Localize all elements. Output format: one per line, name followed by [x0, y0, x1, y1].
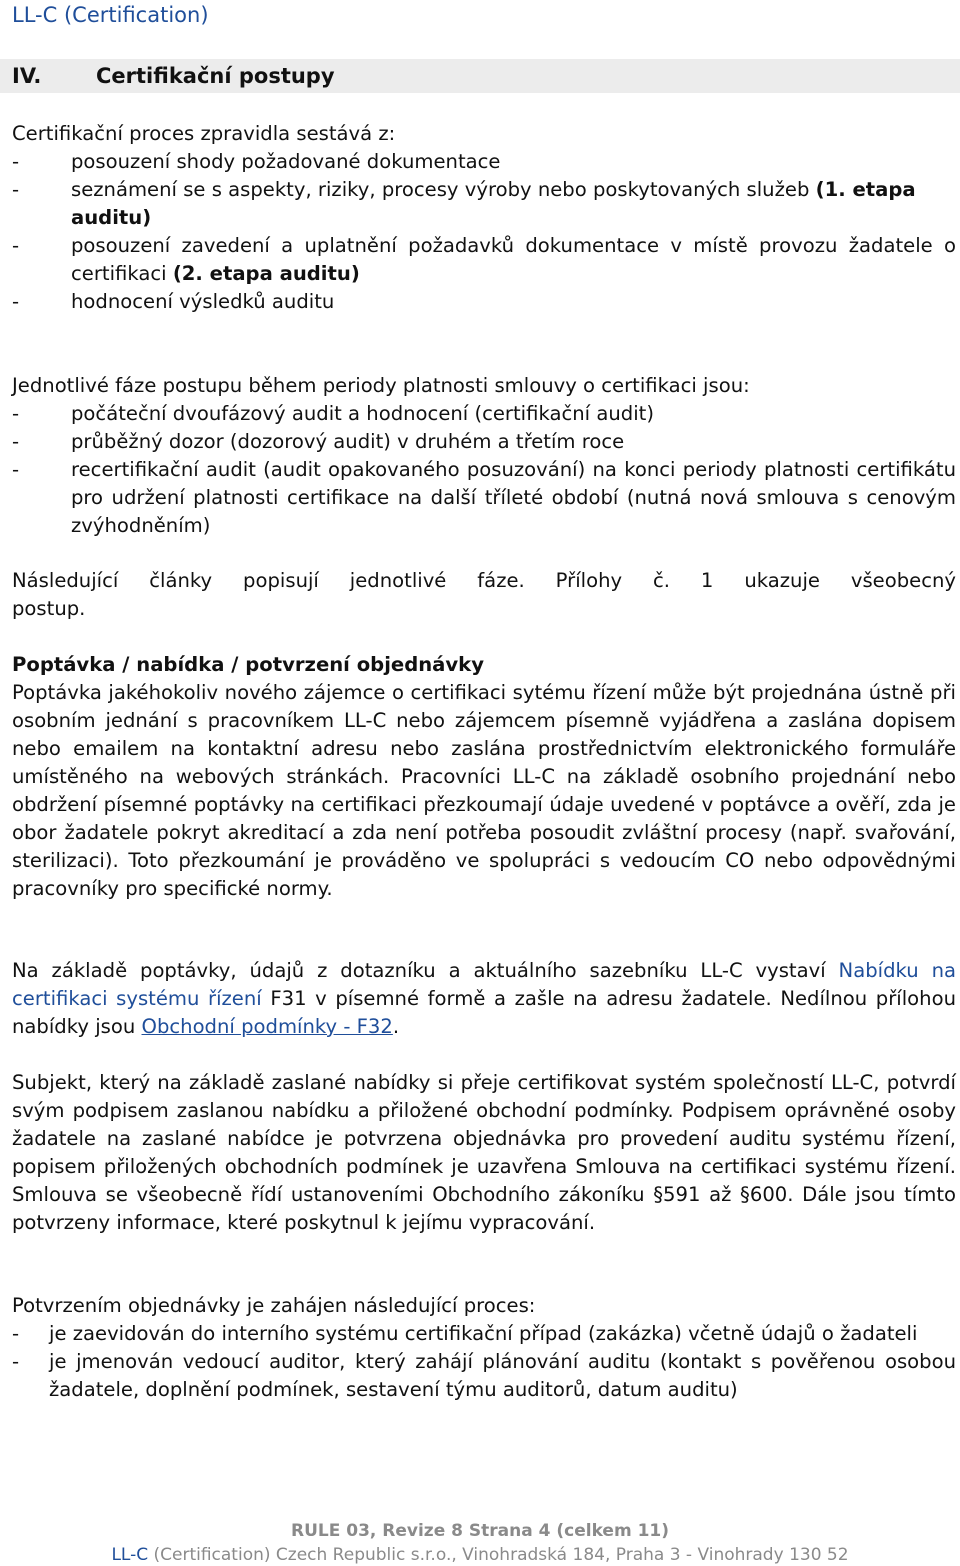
offer-text-a: Na základě poptávky, údajů z dotazníku a aktuálního sazebníku LL-C vystaví — [12, 959, 826, 982]
process-block — [12, 1292, 956, 1404]
list-item — [12, 400, 956, 428]
following-line-2: postup. — [12, 597, 86, 620]
footer-brand-ll: LL-C — [111, 1545, 149, 1565]
brand-header — [12, 0, 209, 30]
intro-item-4: hodnocení výsledků auditu — [71, 290, 335, 313]
footer-address-text: (Certification) Czech Republic s.r.o., Vinohradská 184, Praha 3 - Vinohrady 130 52 — [148, 1545, 849, 1565]
footer-rule-info: RULE 03, Revize 8 Strana 4 (celkem 11) — [290, 1521, 670, 1541]
brand-ll: LL-C — [12, 3, 58, 27]
intro-item-2: seznámení se s aspekty, riziky, procesy výroby nebo poskytovaných služeb — [71, 178, 810, 201]
phases-lead: Jednotlivé fáze postupu během periody platnosti smlouvy o certifikaci jsou: — [12, 374, 750, 397]
process-list — [12, 1320, 956, 1404]
list-item — [12, 1348, 956, 1404]
section-title: Certifikační postupy — [96, 64, 335, 88]
phase-item-2: průběžný dozor (dozorový audit) v druhém a třetím roce — [71, 430, 625, 453]
list-item — [12, 428, 956, 456]
intro-block — [12, 120, 956, 316]
phase-item-1: počáteční dvoufázový audit a hodnocení (certifikační audit) — [71, 402, 654, 425]
following-block — [12, 567, 956, 623]
list-item — [12, 288, 956, 316]
list-item — [12, 176, 956, 232]
offer-text-c: . — [392, 1015, 400, 1038]
intro-list — [12, 148, 956, 316]
inquiry-heading: Poptávka / nabídka / potvrzení objednávky — [12, 653, 484, 676]
list-item — [12, 232, 956, 288]
phases-list — [12, 400, 956, 540]
offer-link[interactable]: Nabídku na certifikaci systému řízení — [12, 959, 956, 1010]
process-item-1: je zaevidován do interního systému certifikační případ (zakázka) včetně údajů o žadateli — [49, 1322, 918, 1345]
footer-address — [0, 1544, 960, 1566]
terms-link[interactable]: Obchodní podmínky - F32 — [141, 1015, 393, 1038]
intro-item-1: posouzení shody požadované dokumentace — [71, 150, 501, 173]
brand-tail: (Certification) — [63, 3, 209, 27]
list-item — [12, 148, 956, 176]
phases-block — [12, 372, 956, 540]
inquiry-block — [12, 651, 956, 903]
intro-item-3: posouzení zavedení a uplatnění požadavků dokumentace v místě provozu žadatele o certifikaci — [71, 234, 956, 285]
list-item — [12, 1320, 956, 1348]
intro-item-3-stage: (2. etapa auditu) — [172, 262, 360, 285]
section-number: IV. — [12, 64, 42, 88]
list-item — [12, 456, 956, 540]
phase-item-3: recertifikační audit (audit opakovaného posuzování) na konci periody platnosti certifikátu pro udržení platnosti certifikace na další tříleté období (nutná nová smlouva s cenovým zvýhodněním) — [71, 458, 956, 537]
subject-paragraph: Subjekt, který na základě zaslané nabídky si přeje certifikovat systém společností LL-C, potvrdí svým podpisem zaslanou nabídku a přiložené obchodní podmínky. Podpisem oprávněné osoby žadatele na zaslané nabídce je potvrzena objednávka pro provedení auditu systému řízení, popisem přiložených obchodních podmínek je uzavřena Smlouva na certifikaci systému řízení. Smlouva se všeobecně řídí ustanoveními Obchodního zákoníku §591 až §600. Dále jsou tímto potvrzeny informace, které poskytnul k jejímu vypracování. — [12, 1071, 956, 1234]
intro-lead: Certifikační proces zpravidla sestává z: — [12, 122, 396, 145]
process-item-2: je jmenován vedoucí auditor, který zahájí plánování auditu (kontakt s pověřenou osobou žadatele, doplnění podmínek, sestavení týmu auditorů, datum auditu) — [49, 1350, 956, 1401]
inquiry-paragraph-1: Poptávka jakéhokoliv nového zájemce o certifikaci sytému řízení může být projednána ústně při osobním jednání s pracovníkem LL-C nebo zájemcem písemně vyjádřena a zaslána dopisem nebo emailem na kontaktní adresu nebo zaslána prostřednictvím elektronického formuláře umístěného na webových stránkách. Pracovníci LL-C na základě osobního projednání nebo obdržení písemné poptávky na certifikaci přezkoumají údaje uvedené v poptávce a ověří, zda je obor žadatele pokryt akreditací a zda není potřeba posoudit zvláštní procesy (např. svařování, sterilizaci). Toto přezkoumání je prováděno ve spolupráci s vedoucím CO nebo odpovědnými pracovníky pro specifické normy. — [12, 681, 956, 900]
offer-paragraph — [12, 957, 956, 1041]
subject-block — [12, 1069, 956, 1237]
offer-text-b: F31 v písemné formě a zašle na adresu žadatele. Nedílnou přílohou nabídky jsou — [12, 987, 956, 1038]
process-lead: Potvrzením objednávky je zahájen následující proces: — [12, 1294, 536, 1317]
following-line-1: Následující články popisují jednotlivé fáze. Přílohy č. 1 ukazuje všeobecný — [12, 569, 956, 592]
intro-item-2-stage: (1. etapa auditu) — [71, 178, 916, 229]
